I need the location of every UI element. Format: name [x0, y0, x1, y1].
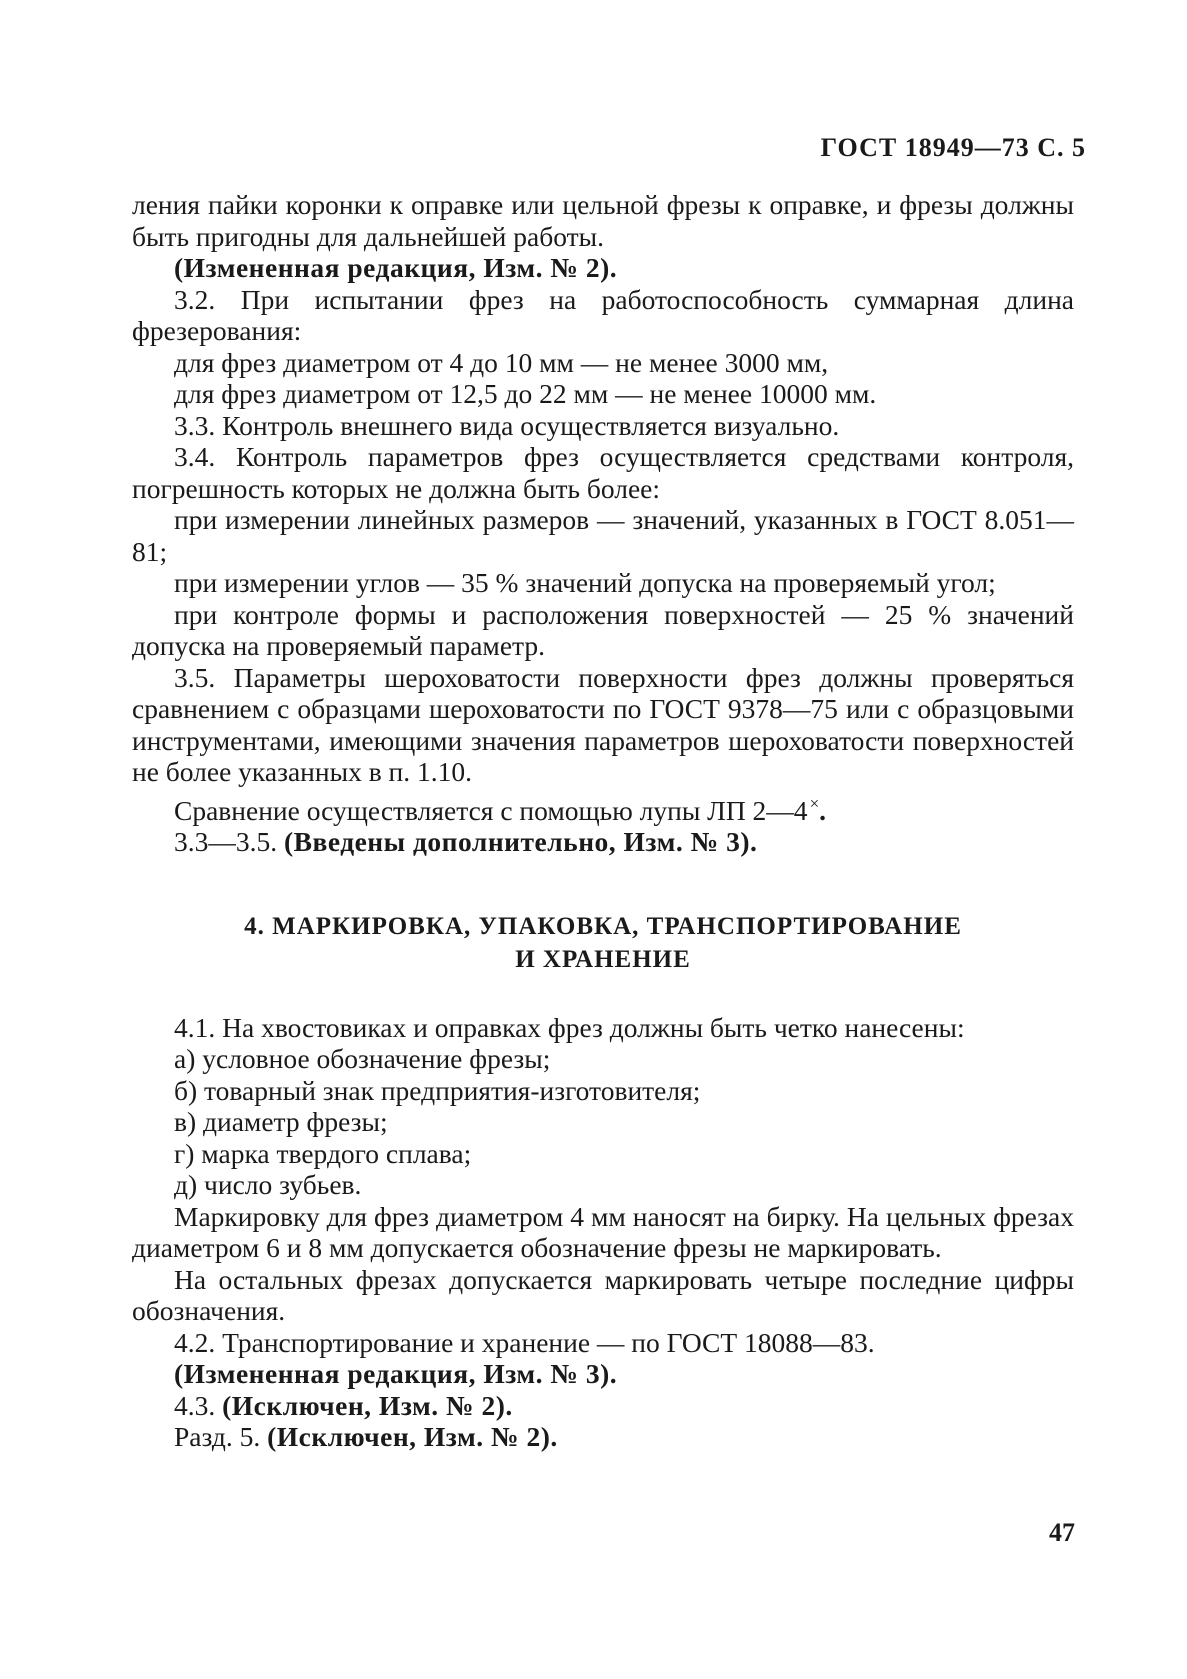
marking-list-item: а) условное обозначение фрезы;	[174, 1043, 551, 1074]
section-4-title-line1: 4. МАРКИРОВКА, УПАКОВКА, ТРАНСПОРТИРОВАНИЕ	[244, 912, 962, 940]
clause-4-1: 4.1. На хвостовиках и оправках фрез должны быть четко нанесены:	[174, 1011, 965, 1043]
document-body	[132, 189, 1074, 1453]
clause-3-2-item: для фрез диаметром от 4 до 10 мм — не менее 3000 мм,	[174, 346, 829, 378]
comparison-text: Сравнение осуществляется с помощью лупы ЛП 2—4	[174, 794, 808, 826]
clause-3-2-item: для фрез диаметром от 12,5 до 22 мм — не менее 10000 мм.	[174, 378, 877, 409]
clause-3-2: 3.2. При испытании фрез на работоспособность суммарная длина фрезерования:	[132, 283, 1074, 346]
amendment-note: (Измененная редакция, Изм. № 2).	[174, 252, 618, 283]
page-number: 47	[1049, 1518, 1075, 1547]
clause-3-5-comparison	[132, 788, 1074, 827]
clause-4-3	[132, 1390, 1074, 1422]
clause-3-3: 3.3. Контроль внешнего вида осуществляется визуально.	[174, 409, 840, 441]
clause-4-2: 4.2. Транспортирование и хранение — по ГОСТ 18088—83.	[174, 1326, 875, 1358]
clause-3-4: 3.4. Контроль параметров фрез осуществляется средствами контроля, погрешность которых не должна быть более:	[132, 441, 1074, 504]
marking-list-item: в) диаметр фрезы;	[174, 1106, 388, 1137]
clause-4-1-marking: Маркировку для фрез диаметром 4 мм наносят на бирку. На цельных фрезах диаметром 6 и 8 мм допускается обозначение фрезы не маркировать.	[132, 1200, 1074, 1263]
clause-3-4-item: при измерении линейных размеров — значений, указанных в ГОСТ 8.051—81;	[132, 504, 1074, 567]
section-5-note	[132, 1421, 1074, 1453]
section-4-title-line2: И ХРАНЕНИЕ	[515, 945, 691, 973]
magnification-sign: ×	[809, 793, 820, 813]
section-5-label: Разд. 5.	[174, 1421, 261, 1452]
amendment-note: (Измененная редакция, Изм. № 3).	[174, 1358, 618, 1389]
comparison-end: .	[819, 794, 827, 826]
marking-list-item: г) марка твердого сплава;	[174, 1137, 472, 1169]
clause-3-4-item: при контроле формы и расположения поверхностей — 25 % значений допуска на проверяемый параметр.	[132, 598, 1074, 661]
clause-3-5: 3.5. Параметры шероховатости поверхности фрез должны проверяться сравнением с образцами шероховатости по ГОСТ 9378—75 или с образцовыми инструментами, имеющими значения параметров шероховатости поверхностей не более указанных в п. 1.10.	[132, 661, 1074, 787]
introduction-label: 3.3—3.5.	[174, 826, 278, 857]
marking-list-item: д) число зубьев.	[174, 1169, 362, 1200]
page-header: ГОСТ 18949—73 С. 5	[820, 133, 1086, 162]
section-5-text: (Исключен, Изм. № 2).	[267, 1421, 558, 1452]
marking-list-item: б) товарный знак предприятия-изготовителя;	[174, 1074, 701, 1106]
section-4-title	[132, 910, 1074, 976]
introduction-text: (Введены дополнительно, Изм. № 3).	[284, 826, 758, 857]
clause-4-3-text: (Исключен, Изм. № 2).	[222, 1389, 513, 1421]
clause-4-3-label: 4.3.	[174, 1389, 216, 1421]
introduction-note	[132, 826, 1074, 858]
clause-4-1-other: На остальных фрезах допускается маркировать четыре последние цифры обозначения.	[132, 1263, 1074, 1326]
clause-3-4-item: при измерении углов — 35 % значений допуска на проверяемый угол;	[174, 567, 996, 598]
paragraph-continuation: ления пайки коронки к оправке или цельной фрезы к оправке, и фрезы должны быть пригодны для дальнейшей работы.	[132, 189, 1074, 252]
